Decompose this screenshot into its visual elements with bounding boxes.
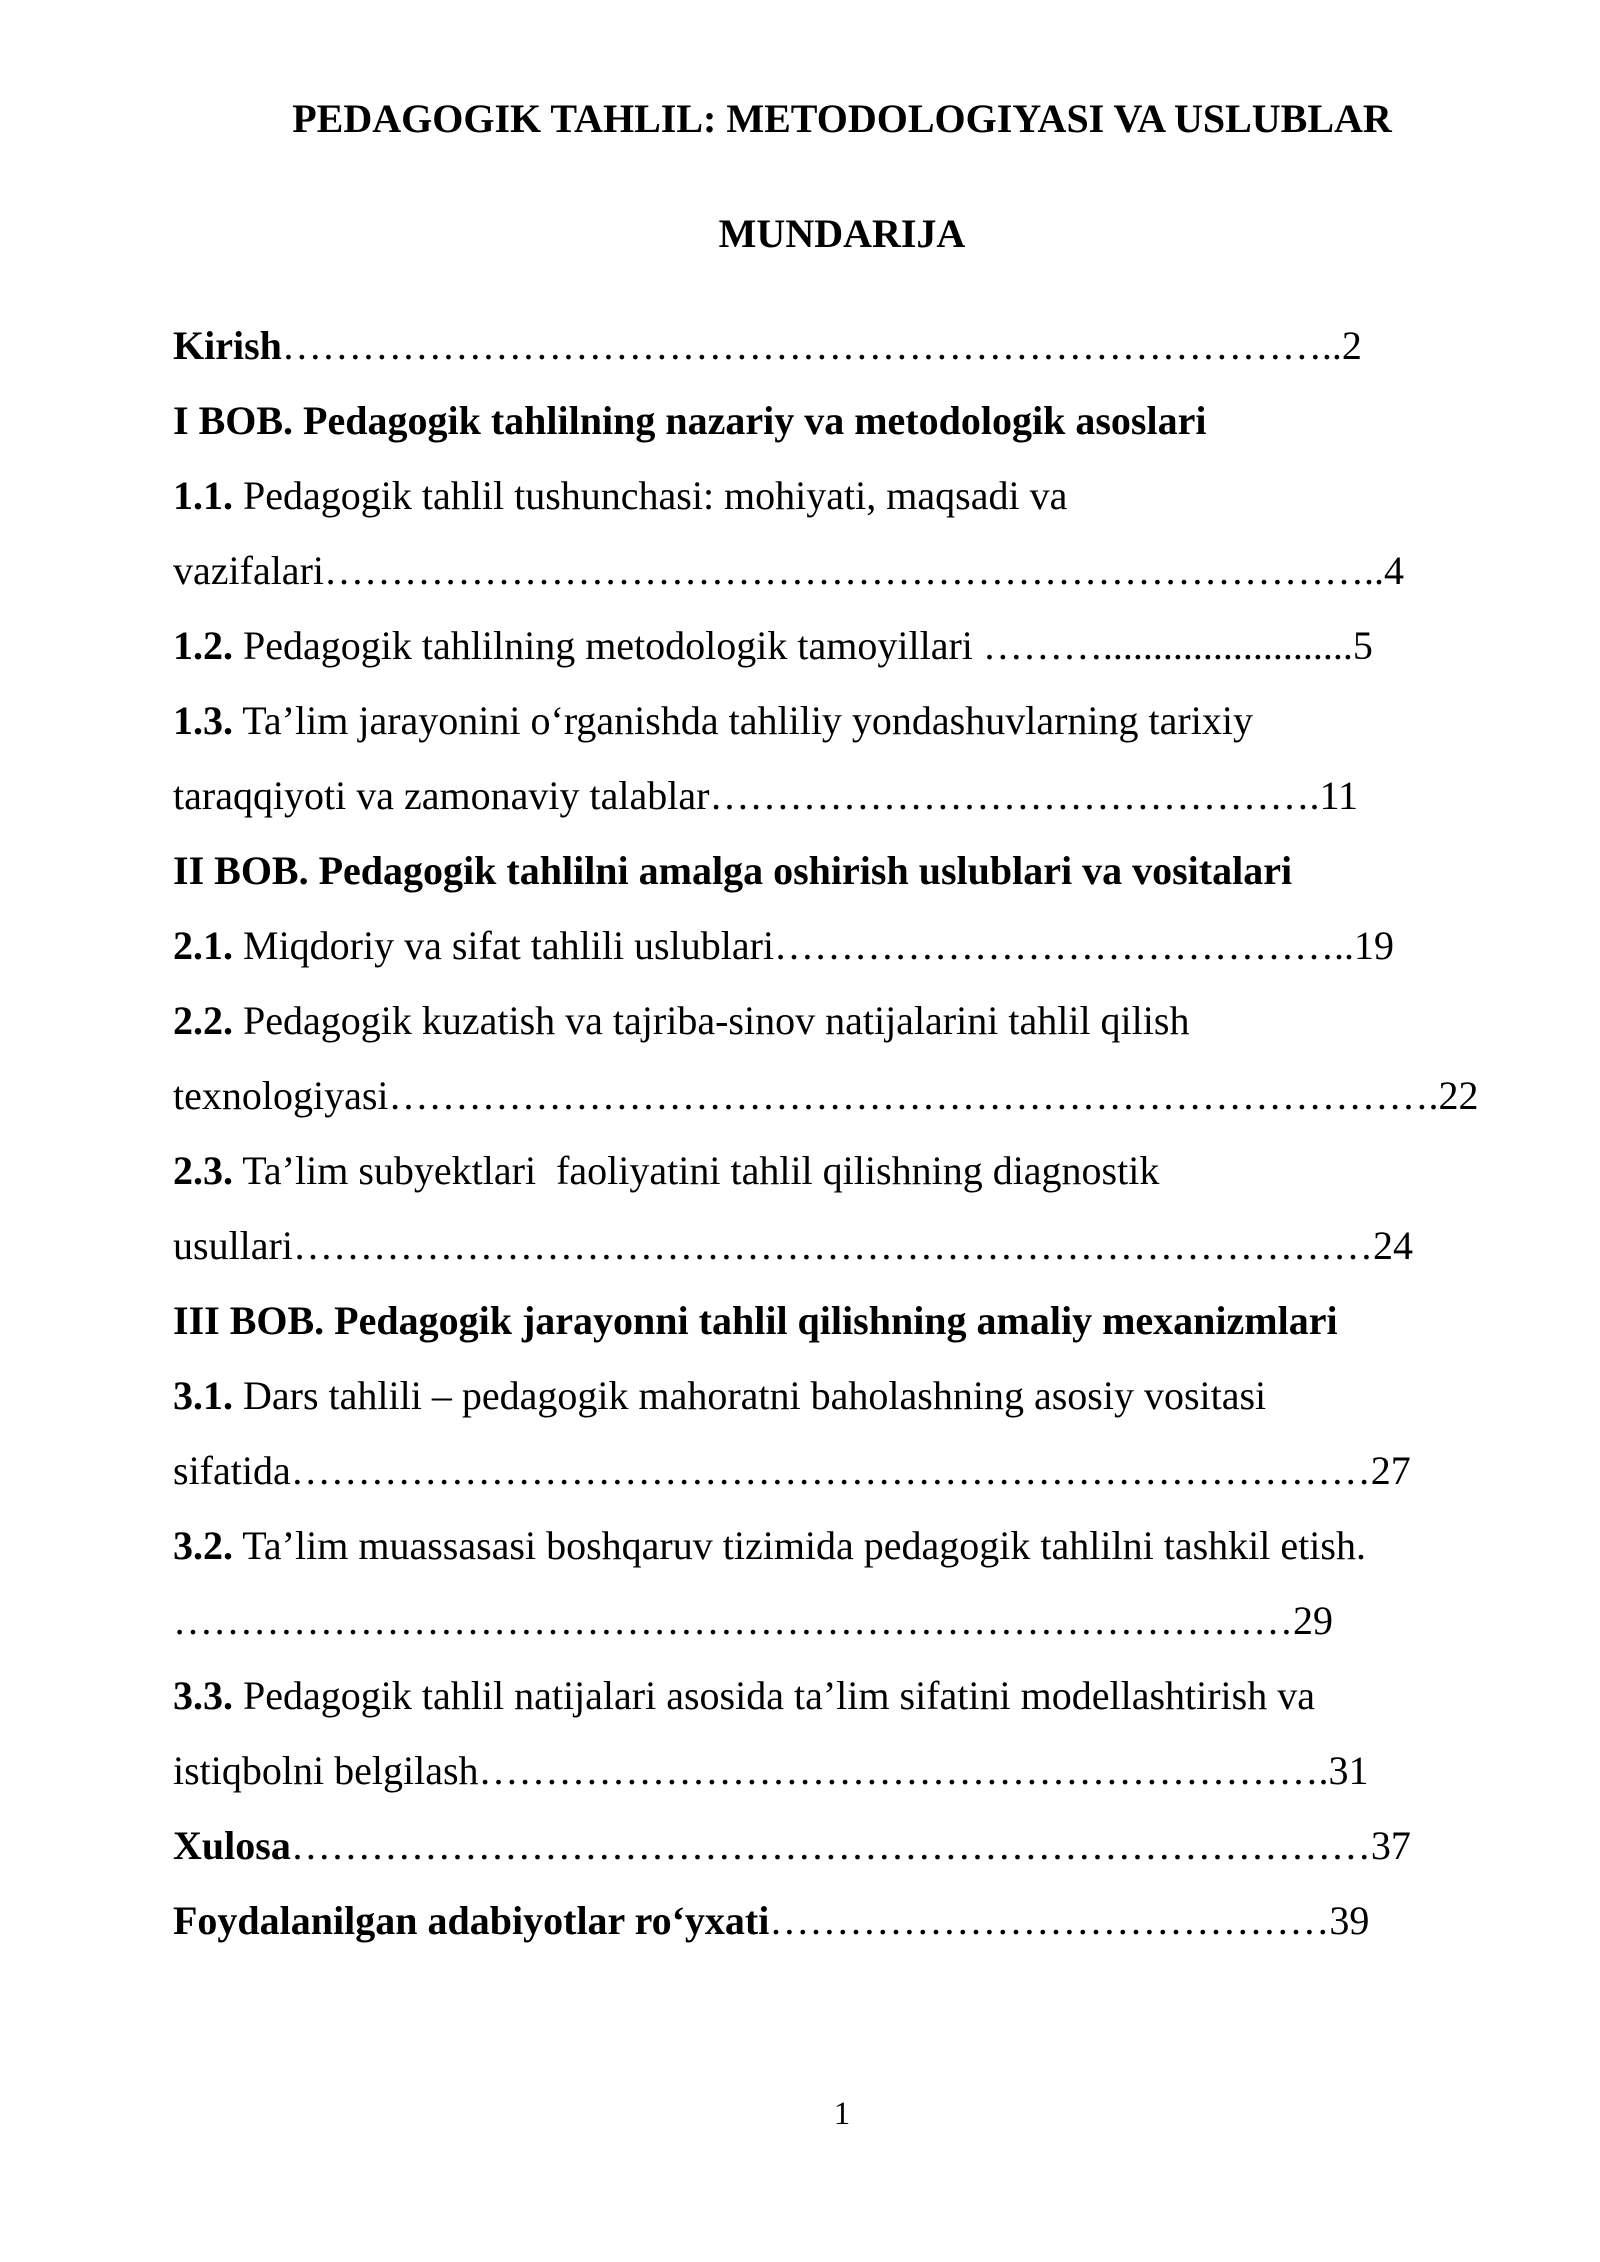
toc-page-number: 4 <box>1384 548 1404 593</box>
toc-leader: ………………………………………………………………………… <box>173 1598 1293 1643</box>
toc-page-number: 31 <box>1328 1748 1369 1793</box>
toc-chapter-title: I BOB. Pedagogik tahlilning nazariy va metodologik asoslari <box>173 398 1207 443</box>
toc-entry-3-1[interactable] <box>173 1370 1513 1445</box>
toc-entry-title: istiqbolni belgilash <box>173 1748 479 1793</box>
toc-leader: ……………………………………………………………………… <box>292 1223 1373 1268</box>
toc-entry-2-1[interactable] <box>173 920 1513 995</box>
toc-leader: …………………………………….. <box>774 923 1355 968</box>
toc-entry-title: sifatida <box>173 1448 291 1493</box>
toc-entry-1-3[interactable] <box>173 695 1513 770</box>
toc-leader: ……………………………………………………………………. <box>388 1073 1439 1118</box>
toc-entry-kirish[interactable] <box>173 320 1513 395</box>
toc-entry-1-3-cont[interactable] <box>173 770 1513 845</box>
toc-entry-1-1-cont[interactable] <box>173 545 1513 620</box>
toc-section-number: 2.3. <box>173 1148 233 1193</box>
toc-leader: ……………………………………………………………………… <box>290 1448 1371 1493</box>
toc-leader: …………………………………………………………………….. <box>324 548 1384 593</box>
toc-entry-1-2[interactable] <box>173 620 1513 695</box>
toc-entry-2-3[interactable] <box>173 1145 1513 1220</box>
toc-section-number: 2.2. <box>173 998 233 1043</box>
toc-entry-title: Pedagogik tahlil natijalari asosida ta’lim sifatini modellashtirish va <box>233 1673 1315 1718</box>
toc-entry-title: Dars tahlili – pedagogik mahoratni baholashning asosiy vositasi <box>233 1373 1267 1418</box>
toc-entry-3-3-cont[interactable] <box>173 1745 1513 1820</box>
toc-entry-title: Ta’lim jarayonini o‘rganishda tahliliy yondashuvlarning tarixiy <box>233 698 1253 743</box>
toc-page-number: 22 <box>1438 1073 1479 1118</box>
toc-chapter-3[interactable] <box>173 1295 1513 1370</box>
toc-entry-title: Ta’lim muassasasi boshqaruv tizimida pedagogik tahlilni tashkil etish. <box>233 1523 1366 1568</box>
toc-leader: ………………………………………. <box>709 773 1320 818</box>
toc-entry-references[interactable] <box>173 1895 1513 1970</box>
toc-chapter-1[interactable] <box>173 395 1513 470</box>
toc-page-number: 24 <box>1372 1223 1413 1268</box>
toc-entry-title: Miqdoriy va sifat tahlili uslublari <box>233 923 775 968</box>
toc-entry-2-3-cont[interactable] <box>173 1220 1513 1295</box>
toc-section-number: 3.2. <box>173 1523 233 1568</box>
document-title: PEDAGOGIK TAHLIL: METODOLOGIYASI VA USLUBLAR <box>292 96 1392 141</box>
toc-entry-title: Pedagogik kuzatish va tajriba-sinov natijalarini tahlil qilish <box>233 998 1190 1043</box>
toc-entry-title: taraqqiyoti va zamonaviy talablar <box>173 773 710 818</box>
toc-page-number: 37 <box>1370 1823 1411 1868</box>
toc-leader: ………......................... <box>982 623 1353 668</box>
toc-heading: MUNDARIJA <box>718 211 966 256</box>
toc-page-number: 5 <box>1352 623 1373 668</box>
toc-leader: ……………………………………………………………………… <box>290 1823 1371 1868</box>
toc-chapter-title: III BOB. Pedagogik jarayonni tahlil qilishning amaliy mexanizmlari <box>173 1298 1338 1343</box>
table-of-contents <box>173 320 1513 1970</box>
toc-chapter-title: II BOB. Pedagogik tahlilni amalga oshirish uslublari va vositalari <box>173 848 1293 893</box>
toc-section-number: 3.1. <box>173 1373 233 1418</box>
toc-entry-1-1[interactable] <box>173 470 1513 545</box>
toc-section-number: 2.1. <box>173 923 233 968</box>
toc-entry-title: Kirish <box>173 323 282 368</box>
toc-page-number: 19 <box>1354 923 1395 968</box>
toc-entry-2-2-cont[interactable] <box>173 1070 1513 1145</box>
toc-entry-3-1-cont[interactable] <box>173 1445 1513 1520</box>
toc-entry-title: Foydalanilgan adabiyotlar ro‘yxati <box>173 1898 770 1943</box>
toc-entry-title: Pedagogik tahlilning metodologik tamoyillari <box>233 623 983 668</box>
page-number: 1 <box>833 2096 851 2132</box>
toc-entry-xulosa[interactable] <box>173 1820 1513 1895</box>
toc-section-number: 1.2. <box>173 623 233 668</box>
toc-chapter-2[interactable] <box>173 845 1513 920</box>
toc-entry-title: vazifalari <box>173 548 324 593</box>
toc-page-number: 11 <box>1319 773 1358 818</box>
toc-entry-title: Pedagogik tahlil tushunchasi: mohiyati, maqsadi va <box>233 473 1068 518</box>
toc-leader: …………………………………………………………………….. <box>281 323 1342 368</box>
toc-entry-title: usullari <box>173 1223 293 1268</box>
toc-entry-title: Ta’lim subyektlari faoliyatini tahlil qilishning diagnostik <box>233 1148 1160 1193</box>
toc-page-number: 39 <box>1329 1898 1370 1943</box>
toc-entry-3-2[interactable] <box>173 1520 1513 1595</box>
toc-page-number: 29 <box>1293 1598 1333 1643</box>
toc-section-number: 1.3. <box>173 698 233 743</box>
toc-entry-2-2[interactable] <box>173 995 1513 1070</box>
toc-section-number: 3.3. <box>173 1673 233 1718</box>
toc-entry-3-3[interactable] <box>173 1670 1513 1745</box>
toc-leader: …………………………………… <box>769 1898 1330 1943</box>
toc-section-number: 1.1. <box>173 473 233 518</box>
toc-entry-title: Xulosa <box>173 1823 291 1868</box>
toc-leader: ………………………………………………………. <box>478 1748 1329 1793</box>
toc-entry-3-2-cont[interactable] <box>173 1595 1513 1670</box>
toc-entry-title: texnologiyasi <box>173 1073 389 1118</box>
toc-page-number: 27 <box>1370 1448 1411 1493</box>
toc-page-number: 2 <box>1341 323 1362 368</box>
